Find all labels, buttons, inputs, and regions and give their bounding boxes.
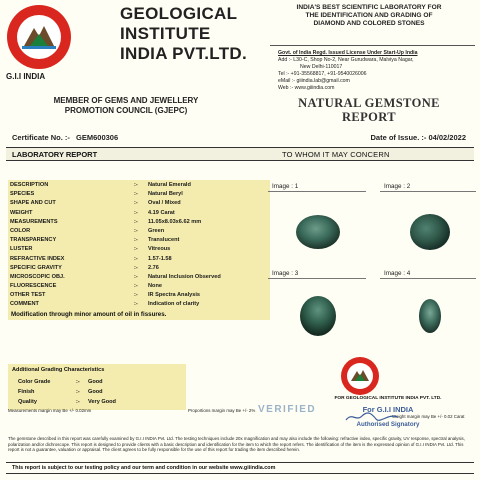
issue-date: Date of Issue. :- 04/02/2022 [370,133,466,142]
detail-row [10,291,268,300]
weight-margin: Weight margin may Be +/- 0.02 Carat [392,414,465,419]
verified-stamp: VERIFIED [258,404,317,415]
detail-key: LUSTER [10,246,33,253]
detail-value: Natural Emerald [148,182,191,188]
detail-separator: :- [134,283,138,290]
image-label-1: Image : 1 [272,183,299,190]
detail-separator: :- [134,227,138,234]
detail-key: SHAPE AND CUT [10,200,56,207]
detail-value: 2.76 [148,264,159,271]
lab-tagline: INDIA'S BEST SCIENTIFIC LABORATORY FOR THE IDENTIFICATION AND GRADING OF DIAMOND AND COLORED STONES [296,4,442,27]
detail-key: SPECIES [10,191,35,198]
membership-text: MEMBER OF GEMS AND JEWELLERY PROMOTION COUNCIL (GJEPC) [53,96,199,115]
detail-key: COMMENT [10,301,39,308]
detail-key: TRANSPARENCY [10,237,57,244]
gem-image-1 [268,194,370,280]
gem-image-3 [268,280,370,366]
detail-row [10,199,268,208]
signatory-name: For G.I.I INDIA [362,405,414,414]
lab-report-label: LABORATORY REPORT [12,150,98,159]
brand-name: G.I.I INDIA [6,72,46,81]
grading-panel [8,364,186,410]
footer-bar: This report is subject to our testing policy and our term and condition in our website www.giiindia.com [6,462,474,474]
detail-row [10,300,268,309]
detail-key: MEASUREMENTS [10,218,58,225]
detail-separator: :- [134,209,138,216]
detail-value: Vitreous [148,246,171,253]
gem-details-table [8,180,270,320]
detail-row [10,264,268,273]
certificate-number: GEM600306 [76,133,119,142]
detail-row [10,181,268,190]
authorised-signatory: Authorised Signatory [356,421,420,428]
seal-icon [340,356,380,396]
detail-separator: :- [134,273,138,280]
detail-value: Oval / Mixed [148,200,181,207]
detail-separator: :- [134,301,138,308]
report-bar [6,147,474,161]
detail-row [10,273,268,282]
detail-value: 11.05x8.03x6.62 mm [148,218,202,225]
detail-separator: :- [134,200,138,207]
image-box-line [268,191,366,192]
detail-separator: :- [134,292,138,299]
gii-logo-icon [6,4,72,70]
detail-key: FLUORESCENCE [10,283,57,290]
image-box-line [268,278,366,279]
detail-value: Indication of clarity [148,301,200,308]
detail-key: WEIGHT [10,209,33,216]
detail-row [10,245,268,254]
detail-row [10,255,268,264]
detail-separator: :- [134,255,138,262]
detail-key: DESCRIPTION [10,182,49,188]
detail-value: IR Spectra Analysis [148,292,201,299]
grading-row: Color Grade :- Good [18,379,103,385]
detail-key: COLOR [10,227,31,234]
image-label-4: Image : 4 [384,270,411,277]
address-block: Govt. of India Regd. Issued License Under Start-Up India Add :- L30-C, Shop No-2, Near Gurudwara, Malviya Nagar, New Delhi-110017 Tel :- +91-35568817, +91-9540026006 eMail :- giiindia.lab@gmail.com Web :- www.giiindia.com [278,50,418,91]
company-name: GEOLOGICAL INSTITUTE INDIA PVT.LTD. [120,4,247,63]
detail-separator: :- [134,264,138,271]
detail-value: None [148,283,162,290]
gem-image-4 [380,280,480,366]
detail-row [10,236,268,245]
comment-note: Modification through minor amount of oil in fissures. [11,310,167,318]
signatory-company: FOR GEOLOGICAL INSTITUTE INDIA PVT. LTD. [334,396,442,401]
detail-value: Green [148,227,165,234]
detail-separator: :- [134,246,138,253]
detail-separator: :- [134,182,138,188]
report-title: NATURAL GEMSTONE REPORT [298,96,440,124]
detail-key: MICROSCOPIC OBJ. [10,273,65,280]
certificate-number-label: Certificate No. :- [12,133,70,142]
header-divider [270,45,475,46]
certificate-row [12,133,472,142]
image-box-line [380,191,476,192]
detail-value: 1.57-1.58 [148,255,172,262]
detail-key: OTHER TEST [10,292,46,299]
detail-row [10,227,268,236]
to-whom-label: TO WHOM IT MAY CONCERN [282,150,390,159]
detail-separator: :- [134,218,138,225]
grading-row: Quality :- Very Good [18,399,116,405]
detail-row [10,209,268,218]
image-label-3: Image : 3 [272,270,299,277]
detail-key: SPECIFIC GRAVITY [10,264,62,271]
measurement-margin: Measurements margin may Be +/- 0.02mm [8,408,92,413]
gem-image-2 [380,194,480,280]
detail-row [10,218,268,227]
disclaimer-text: The gemstone described in this report was carefully examined by G.I.I INDIA Pvt. Ltd. The testing techniques include 20x magnification and may also include the following: refractive index, specific gravity, UV response, spectral analysis, polarization and/or dichroscope. This report is designed to provide clients with a basic description and identification for the item to which the report refers. The identification of the item is the expressed opinion of G.I.I INDIA Pvt. Ltd. This report is not a guarantee, valuation or appraisal. The client agrees to be fully responsible for the use of this report for trading the item described herein. [8,436,465,453]
detail-separator: :- [134,237,138,244]
grading-title: Additional Grading Characteristics [12,367,105,373]
detail-row [10,282,268,291]
image-box-line [380,278,476,279]
detail-row [10,190,268,199]
image-label-2: Image : 2 [384,183,411,190]
proportion-margin: Proportions margin may Be +/- 2% [188,408,256,413]
detail-separator: :- [134,191,138,198]
detail-key: REFRACTIVE INDEX [10,255,65,262]
detail-value: Natural Inclusion Observed [148,273,221,280]
grading-row: Finish :- Good [18,389,103,395]
detail-value: Natural Beryl [148,191,183,198]
detail-value: 4.19 Carat [148,209,175,216]
detail-value: Translucent [148,237,180,244]
